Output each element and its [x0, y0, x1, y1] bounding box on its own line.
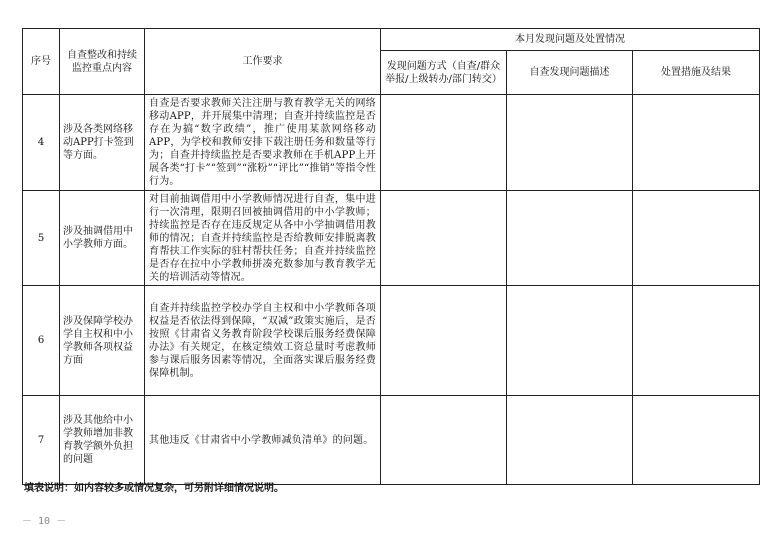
report-table: [22, 28, 760, 485]
row-requirement: 其他违反《甘肃省中小学教师减负清单》的问题。: [145, 396, 381, 485]
cell-description[interactable]: [507, 286, 633, 396]
table-row: [23, 95, 760, 191]
table-row: [23, 191, 760, 286]
table-row: [23, 286, 760, 396]
cell-description[interactable]: [507, 191, 633, 286]
cell-description[interactable]: [507, 95, 633, 191]
header-requirement: 工作要求: [145, 29, 381, 95]
cell-method[interactable]: [381, 191, 507, 286]
header-seq: 序号: [23, 29, 60, 95]
row-requirement: 自查是否要求教师关注注册与教育教学无关的网络移动APP，并开展集中清理；自查并持续监控是否存在为搞“数字政绩”，推广使用某款网络移动APP，为学校和教师安排下载注册任务和数量等行为；自查并持续监控是否要求教师在手机APP上开展各类“打卡”“签到”“涨粉”“评比”“推销”等指令性行为。: [145, 95, 381, 191]
row-focus: 涉及各类网络移动APP打卡签到等方面。: [60, 95, 145, 191]
header-focus: 自查整改和持续监控重点内容: [60, 29, 145, 95]
cell-measures[interactable]: [633, 286, 760, 396]
row-requirement: 对目前抽调借用中小学教师情况进行自查，集中进行一次清理，限期召回被抽调借用的中小学教师；持续监控是否存在违反规定从各中小学抽调借用教师的情况；自查并持续监控是否给教师安排脱离教育帮扶工作实际的驻村帮扶任务；自查并持续监控是否存在拉中小学教师拼凑充数参加与教育教学无关的培训活动等情况。: [145, 191, 381, 286]
header-measures: 处置措施及结果: [633, 51, 760, 95]
row-seq: 6: [23, 286, 60, 396]
header-month-group: 本月发现问题及处置情况: [381, 29, 760, 51]
row-seq: 7: [23, 396, 60, 485]
cell-measures[interactable]: [633, 95, 760, 191]
cell-measures[interactable]: [633, 396, 760, 485]
cell-description[interactable]: [507, 396, 633, 485]
cell-method[interactable]: [381, 95, 507, 191]
cell-method[interactable]: [381, 286, 507, 396]
header-method: 发现问题方式（自查/群众举报/上级转办/部门转交）: [381, 51, 507, 95]
row-seq: 5: [23, 191, 60, 286]
row-focus: 涉及保障学校办学自主权和中小学教师各项权益方面: [60, 286, 145, 396]
header-description: 自查发现问题描述: [507, 51, 633, 95]
table-row: [23, 396, 760, 485]
row-focus: 涉及抽调借用中小学教师方面。: [60, 191, 145, 286]
row-focus: 涉及其他给中小学教师增加非教育教学额外负担的问题: [60, 396, 145, 485]
row-seq: 4: [23, 95, 60, 191]
page-number: － 10 －: [22, 516, 67, 527]
fill-note: 填表说明：如内容较多或情况复杂，可另附详细情况说明。: [24, 483, 284, 494]
cell-measures[interactable]: [633, 191, 760, 286]
row-requirement: 自查并持续监控学校办学自主权和中小学教师各项权益是否依法得到保障，“双减”政策实施后，是否按照《甘肃省义务教育阶段学校课后服务经费保障办法》有关规定，在核定绩效工资总量时考虑教师参与课后服务因素等情况，全面落实课后服务经费保障机制。: [145, 286, 381, 396]
cell-method[interactable]: [381, 396, 507, 485]
